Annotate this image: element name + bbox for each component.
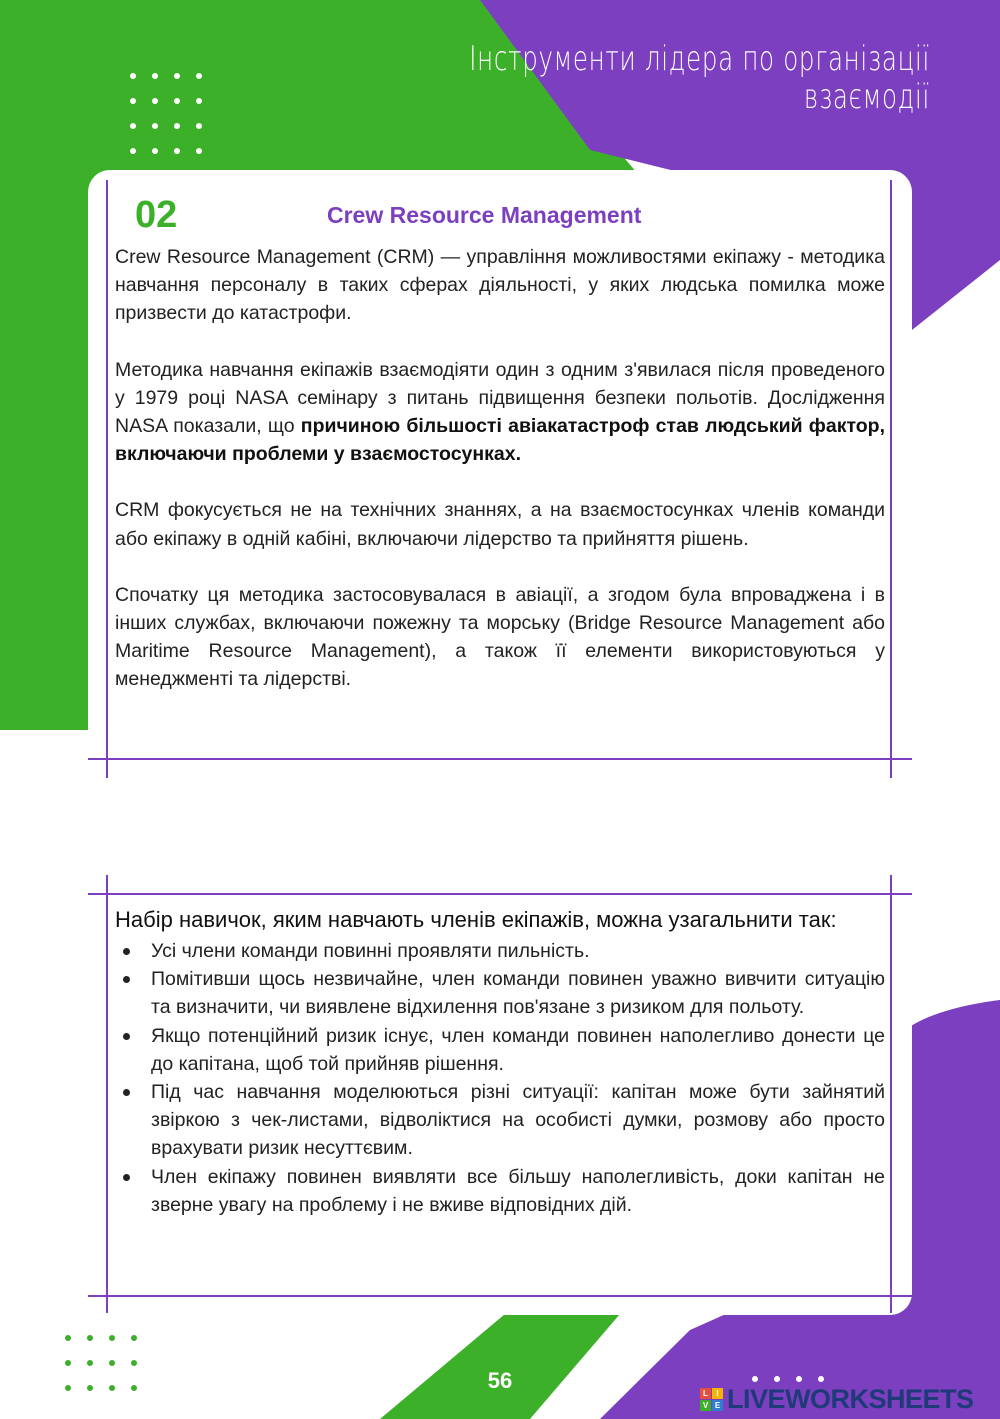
list-item-text: Якщо потенційний ризик існує, член команди повинен наполегливо донести це до капітана, щоб той прийняв рішення.	[151, 1024, 885, 1075]
bullet-icon	[123, 948, 130, 955]
frame-line-right-top	[890, 180, 892, 778]
paragraph-2-text: Методика навчання екіпажів взаємодіяти один з одним з'явилася після проведеного у 1979 році NASA семінару з питань підвищення безпеки польотів. Дослідження NASA показали, що	[115, 358, 885, 438]
section-body	[115, 243, 885, 722]
skills-intro: Набір навичок, яким навчають членів екіпажів, можна узагальнити так:	[115, 907, 837, 932]
page-number: 56	[487, 1368, 513, 1393]
frame-line-bottom-top	[88, 758, 912, 760]
skills-list	[115, 937, 885, 1219]
decorative-dots-bottom-right	[752, 1376, 824, 1383]
logo-letter-e: E	[712, 1400, 723, 1411]
header-title	[469, 40, 930, 116]
liveworksheets-logo-icon	[700, 1388, 723, 1411]
frame-line-left-bottom	[106, 875, 108, 1313]
skills-section	[115, 905, 885, 1219]
list-item	[115, 1163, 885, 1219]
section-title: Crew Resource Management	[327, 202, 642, 228]
list-item	[115, 1078, 885, 1163]
header-title-line2: взаємодії	[803, 77, 930, 117]
list-item-text: Під час навчання моделюються різні ситуації: капітан може бути зайнятий звіркою з чек-листами, відволіктися на особисті думки, розмову або просто врахувати ризик несуттєвим.	[151, 1081, 885, 1160]
list-item	[115, 965, 885, 1021]
list-item-text: Помітивши щось незвичайне, член команди повинен уважно вивчити ситуацію та визначити, чи виявлене відхилення пов'язане з ризиком для польоту.	[151, 968, 885, 1019]
liveworksheets-watermark[interactable]	[700, 1384, 974, 1414]
decorative-dots-bottom	[65, 1335, 138, 1392]
bullet-icon	[123, 1174, 130, 1181]
paragraph-2	[115, 356, 885, 469]
logo-letter-l: L	[700, 1388, 711, 1399]
list-item	[115, 937, 885, 965]
logo-letter-v: V	[700, 1400, 711, 1411]
frame-line-right-bottom	[890, 875, 892, 1313]
decorative-dots-top	[130, 73, 203, 155]
frame-line-top-bottom	[88, 893, 912, 895]
purple-right-blob	[905, 1000, 1000, 1419]
bullet-icon	[123, 976, 130, 983]
section-number: 02	[135, 194, 178, 236]
list-item	[115, 1022, 885, 1078]
logo-letter-i: I	[712, 1388, 723, 1399]
frame-line-bottom-bottom	[88, 1295, 912, 1297]
bullet-icon	[123, 1033, 130, 1040]
frame-line-left-top	[106, 180, 108, 778]
paragraph-1: Crew Resource Management (CRM) — управління можливостями екіпажу - методика навчання персоналу в таких сферах діяльності, у яких людська помилка може призвести до катастрофи.	[115, 246, 885, 325]
paragraph-2-bold: причиною більшості авіакатастроф став людський фактор, включаючи проблеми у взаємостосунках.	[115, 415, 886, 466]
list-item-text: Усі члени команди повинні проявляти пильність.	[151, 940, 590, 962]
bullet-icon	[123, 1089, 130, 1096]
liveworksheets-text: LIVEWORKSHEETS	[727, 1383, 974, 1414]
list-item-text: Член екіпажу повинен виявляти все більшу наполегливість, доки капітан не зверне увагу на проблему і не вживе відповідних дій.	[151, 1165, 885, 1216]
paragraph-3: CRM фокусується не на технічних знаннях, а на взаємостосунках членів команди або екіпажу в одній кабіні, включаючи лідерство та прийняття рішень.	[115, 499, 885, 550]
paragraph-4: Спочатку ця методика застосовувалася в авіації, а згодом була впроваджена і в інших службах, включаючи пожежну та морську (Bridge Resource Management або Maritime Resource Management), а також її елементи використовуються у менеджменті та лідерстві.	[115, 583, 885, 691]
header-title-line1: Інструменти лідера по організації	[469, 39, 930, 79]
